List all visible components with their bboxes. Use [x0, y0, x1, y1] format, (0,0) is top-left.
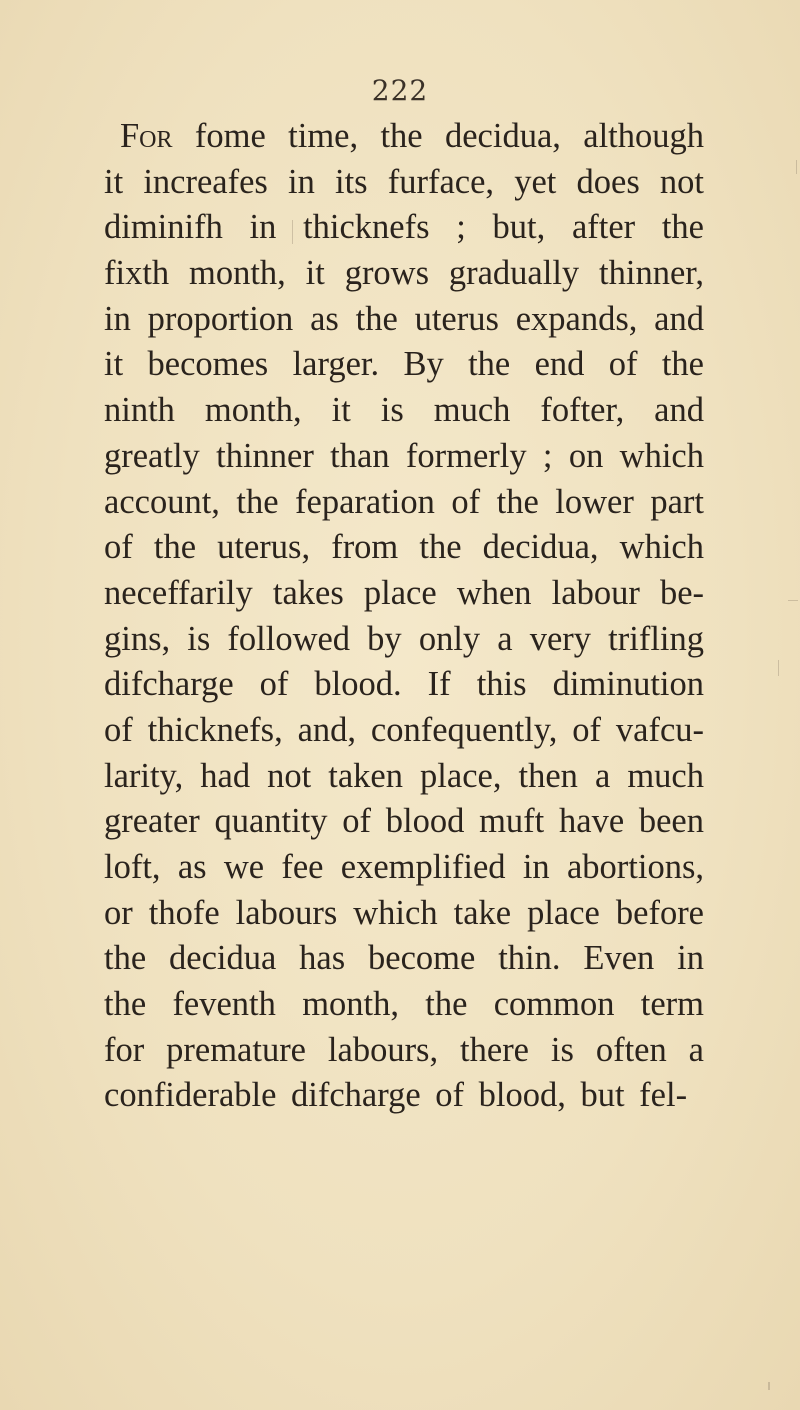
- text-line: the feventh month, the common term: [104, 985, 704, 1024]
- text-line: [104, 114, 704, 160]
- text-line: of the uterus, from the decidua, which: [104, 528, 704, 567]
- lead-word: For: [120, 117, 173, 155]
- text-line: loft, as we fee exemplified in abortions,: [104, 848, 704, 886]
- paper-speck: [768, 1382, 770, 1390]
- text-line: diminifh in thicknefs ; but, after the: [104, 208, 704, 247]
- body-text: [104, 114, 704, 1119]
- text-line: of thicknefs, and, confequently, of vafcu-: [104, 710, 704, 749]
- paper-speck: [292, 220, 293, 244]
- text-line: larity, had not taken place, then a much: [104, 756, 704, 795]
- first-line-rest: fome time, the decidua, although: [194, 117, 704, 155]
- text-line: in proportion as the uterus expands, and: [104, 299, 704, 338]
- text-line: it becomes larger. By the end of the: [104, 345, 704, 384]
- paper-speck: [778, 660, 779, 676]
- text-line: account, the feparation of the lower part: [104, 482, 704, 521]
- text-line: it increafes in its furface, yet does not: [104, 162, 704, 201]
- text-line: for premature labours, there is often a: [104, 1030, 704, 1069]
- text-line: greater quantity of blood muft have been: [104, 802, 704, 841]
- text-line: ninth month, it is much fofter, and: [104, 391, 704, 430]
- text-line: the decidua has become thin. Even in: [104, 939, 704, 978]
- text-line: difcharge of blood. If this diminution: [104, 665, 704, 704]
- text-line: or thofe labours which take place before: [104, 893, 704, 932]
- text-line: greatly thinner than formerly ; on which: [104, 436, 704, 475]
- text-line: fixth month, it grows gradually thinner,: [104, 254, 704, 293]
- paper-speck: [788, 600, 798, 601]
- text-line: neceffarily takes place when labour be-: [104, 573, 704, 612]
- text-line: gins, is followed by only a very trifling: [104, 619, 704, 658]
- paper-speck: [796, 160, 797, 174]
- text-line: confiderable difcharge of blood, but fel-: [104, 1076, 688, 1115]
- page-number: 222: [371, 74, 429, 107]
